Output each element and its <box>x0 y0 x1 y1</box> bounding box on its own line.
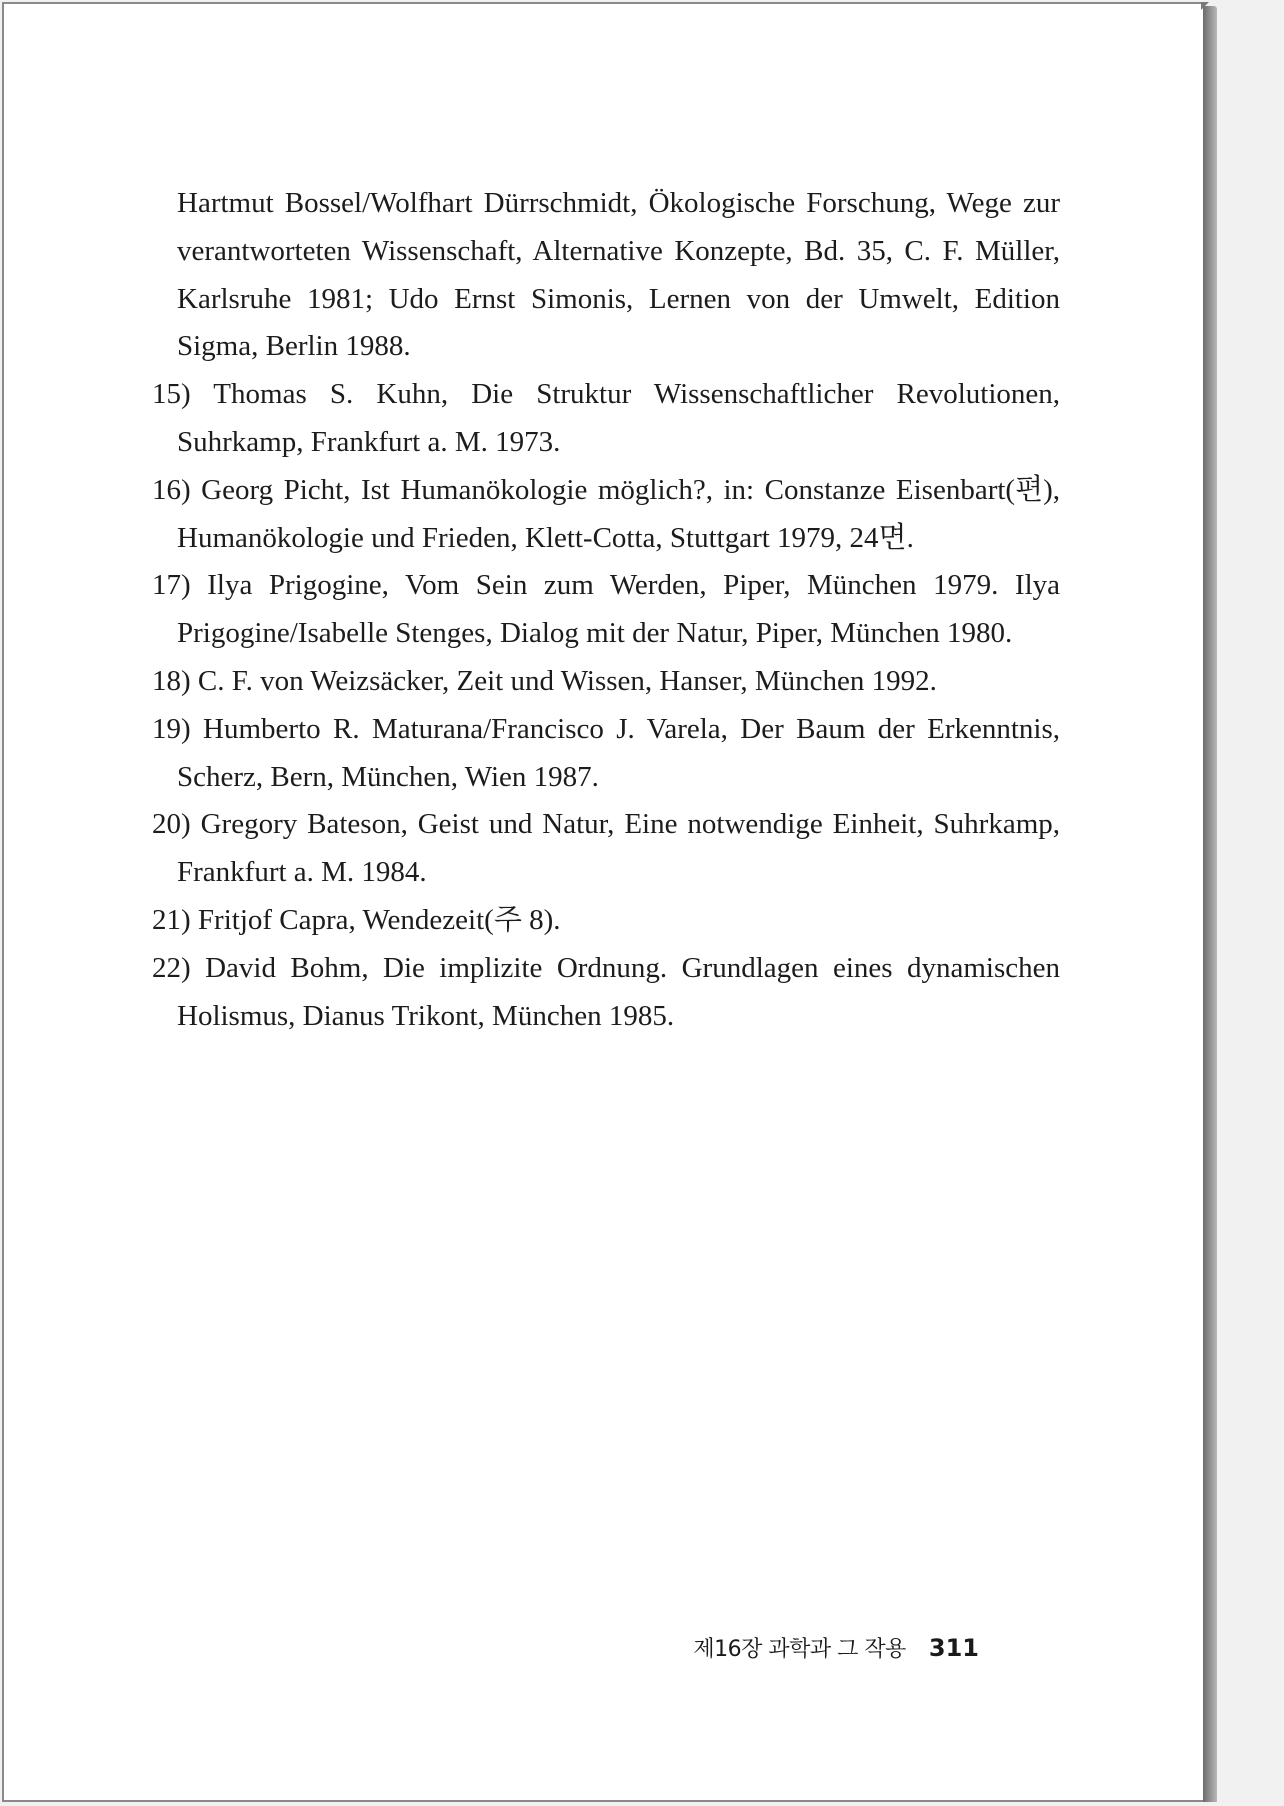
page-stack-edge <box>1203 6 1217 1802</box>
endnote-continuation <box>152 180 1060 371</box>
endnote-16 <box>152 467 1060 563</box>
endnote-text: Ilya Prigogine, Vom Sein zum Werden, Piper, München 1979. Ilya Prigogine/Isabelle Stenges, Dialog mit der Natur, Piper, München 1980. <box>177 569 1061 650</box>
endnote-19 <box>152 706 1060 802</box>
endnote-20 <box>152 801 1060 897</box>
endnote-text: Fritjof Capra, Wendezeit(주 8). <box>197 903 561 936</box>
endnote-number: 16) <box>152 473 191 506</box>
endnotes <box>152 180 1060 1040</box>
endnote-15 <box>152 371 1060 467</box>
endnote-number: 22) <box>152 951 191 984</box>
endnote-text: David Bohm, Die implizite Ordnung. Grundlagen eines dynamischen Holismus, Dianus Trikont, München 1985. <box>177 951 1060 1032</box>
endnote-text: C. F. von Weizsäcker, Zeit und Wissen, Hanser, München 1992. <box>197 664 937 697</box>
endnote-text: Gregory Bateson, Geist und Natur, Eine notwendige Einheit, Suhrkamp, Frankfurt a. M. 1984. <box>177 808 1060 889</box>
endnote-number: 20) <box>152 808 191 841</box>
endnote-22 <box>152 945 1060 1041</box>
page-stack-edge-tip <box>1201 2 1209 10</box>
endnote-number: 17) <box>152 569 191 602</box>
running-footer-chapter: 제16장 과학과 그 작용 <box>693 1637 906 1662</box>
endnote-text: Georg Picht, Ist Humanökologie möglich?, in: Constanze Eisenbart(편), Humanökologie und Frieden, Klett-Cotta, Stuttgart 1979, 24면. <box>177 473 1060 554</box>
page-number: 311 <box>928 1634 979 1662</box>
endnote-number: 15) <box>152 378 191 411</box>
endnote-number: 19) <box>152 712 191 745</box>
page-footer <box>693 1632 979 1663</box>
endnote-17 <box>152 562 1060 658</box>
endnote-text: Thomas S. Kuhn, Die Struktur Wissenschaftlicher Revolutionen, Suhrkamp, Frankfurt a. M. 1973. <box>177 378 1060 458</box>
endnote-text: Humberto R. Maturana/Francisco J. Varela, Der Baum der Erkenntnis, Scherz, Bern, München, Wien 1987. <box>177 712 1061 793</box>
endnote-number: 18) <box>152 664 191 697</box>
endnote-text: Hartmut Bossel/Wolfhart Dürrschmidt, Ökologische Forschung, Wege zur verantworteten Wissenschaft, Alternative Konzepte, Bd. 35, C. F. Müller, Karlsruhe 1981; Udo Ernst Simonis, Lernen von der Umwelt, Edition Sigma, Berlin 1988. <box>177 187 1060 363</box>
book-page <box>2 2 1205 1802</box>
endnote-number: 21) <box>152 903 191 936</box>
endnote-18 <box>152 658 1060 706</box>
endnote-21 <box>152 897 1060 945</box>
